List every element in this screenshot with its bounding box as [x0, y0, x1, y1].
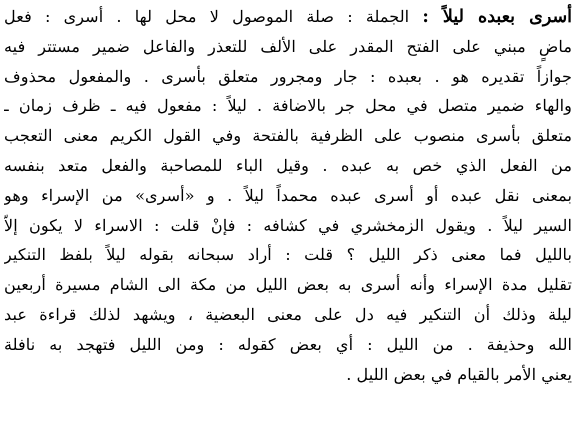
heading: أسرى بعبده ليلاً : [422, 7, 572, 27]
text-line-1 [4, 2, 572, 32]
text-line-5: متعلق بأسرى منصوب على الظرفية بالفتحة وفي القول الكريم معنى التعجب [4, 126, 572, 146]
text-line-9: بالليل فما معنى ذكر الليل ؟ قلت : أراد سبحانه بقوله ليلاً بلفظ التنكير [4, 245, 572, 265]
text-line-13: يعني الأمر بالقيام في بعض الليل . [346, 364, 572, 384]
text-line-11: ليلة وذلك أن التنكير فيه دل على معنى البعضية ، ويشهد لذلك قراءة عبد [4, 304, 572, 324]
text-line-7: بمعنى نقل عبده أو أسرى عبده محمداً ليلاً . و «أسرى» من الإسراء وهو [4, 185, 572, 205]
text-line-3: جوازاً تقديره هو . بعبده : جار ومجرور متعلق بأسرى . والمفعول محذوف [4, 66, 572, 86]
text-line-1-body: الجملة : صلة الموصول لا محل لها . أسرى : فعل [4, 7, 410, 26]
text-line-4: والهاء ضمير متصل في محل جر بالاضافة . ليلاً : مفعول فيه ـ ظرف زمان ـ [4, 96, 572, 116]
document-page [4, 2, 572, 438]
text-line-8: السير ليلاً . ويقول الزمخشري في كشافه : فإنْ قلت : الاسراء لا يكون إلاّ [4, 215, 572, 235]
text-line-2: ماضٍ مبني على الفتح المقدر على الألف للتعذر والفاعل ضمير مستتر فيه [4, 36, 572, 56]
text-line-6: من الفعل الذي خص به عبده . وقيل الباء للمصاحبة والفعل متعد بنفسه [4, 155, 572, 175]
text-line-12: الله وحذيفة . من الليل : أي بعض كقوله : ومن الليل فتهجد به نافلة [4, 334, 572, 354]
text-line-10: تقليل مدة الإسراء وأنه أسرى به بعض الليل من مكة الى الشام مسيرة أربعين [4, 275, 572, 295]
